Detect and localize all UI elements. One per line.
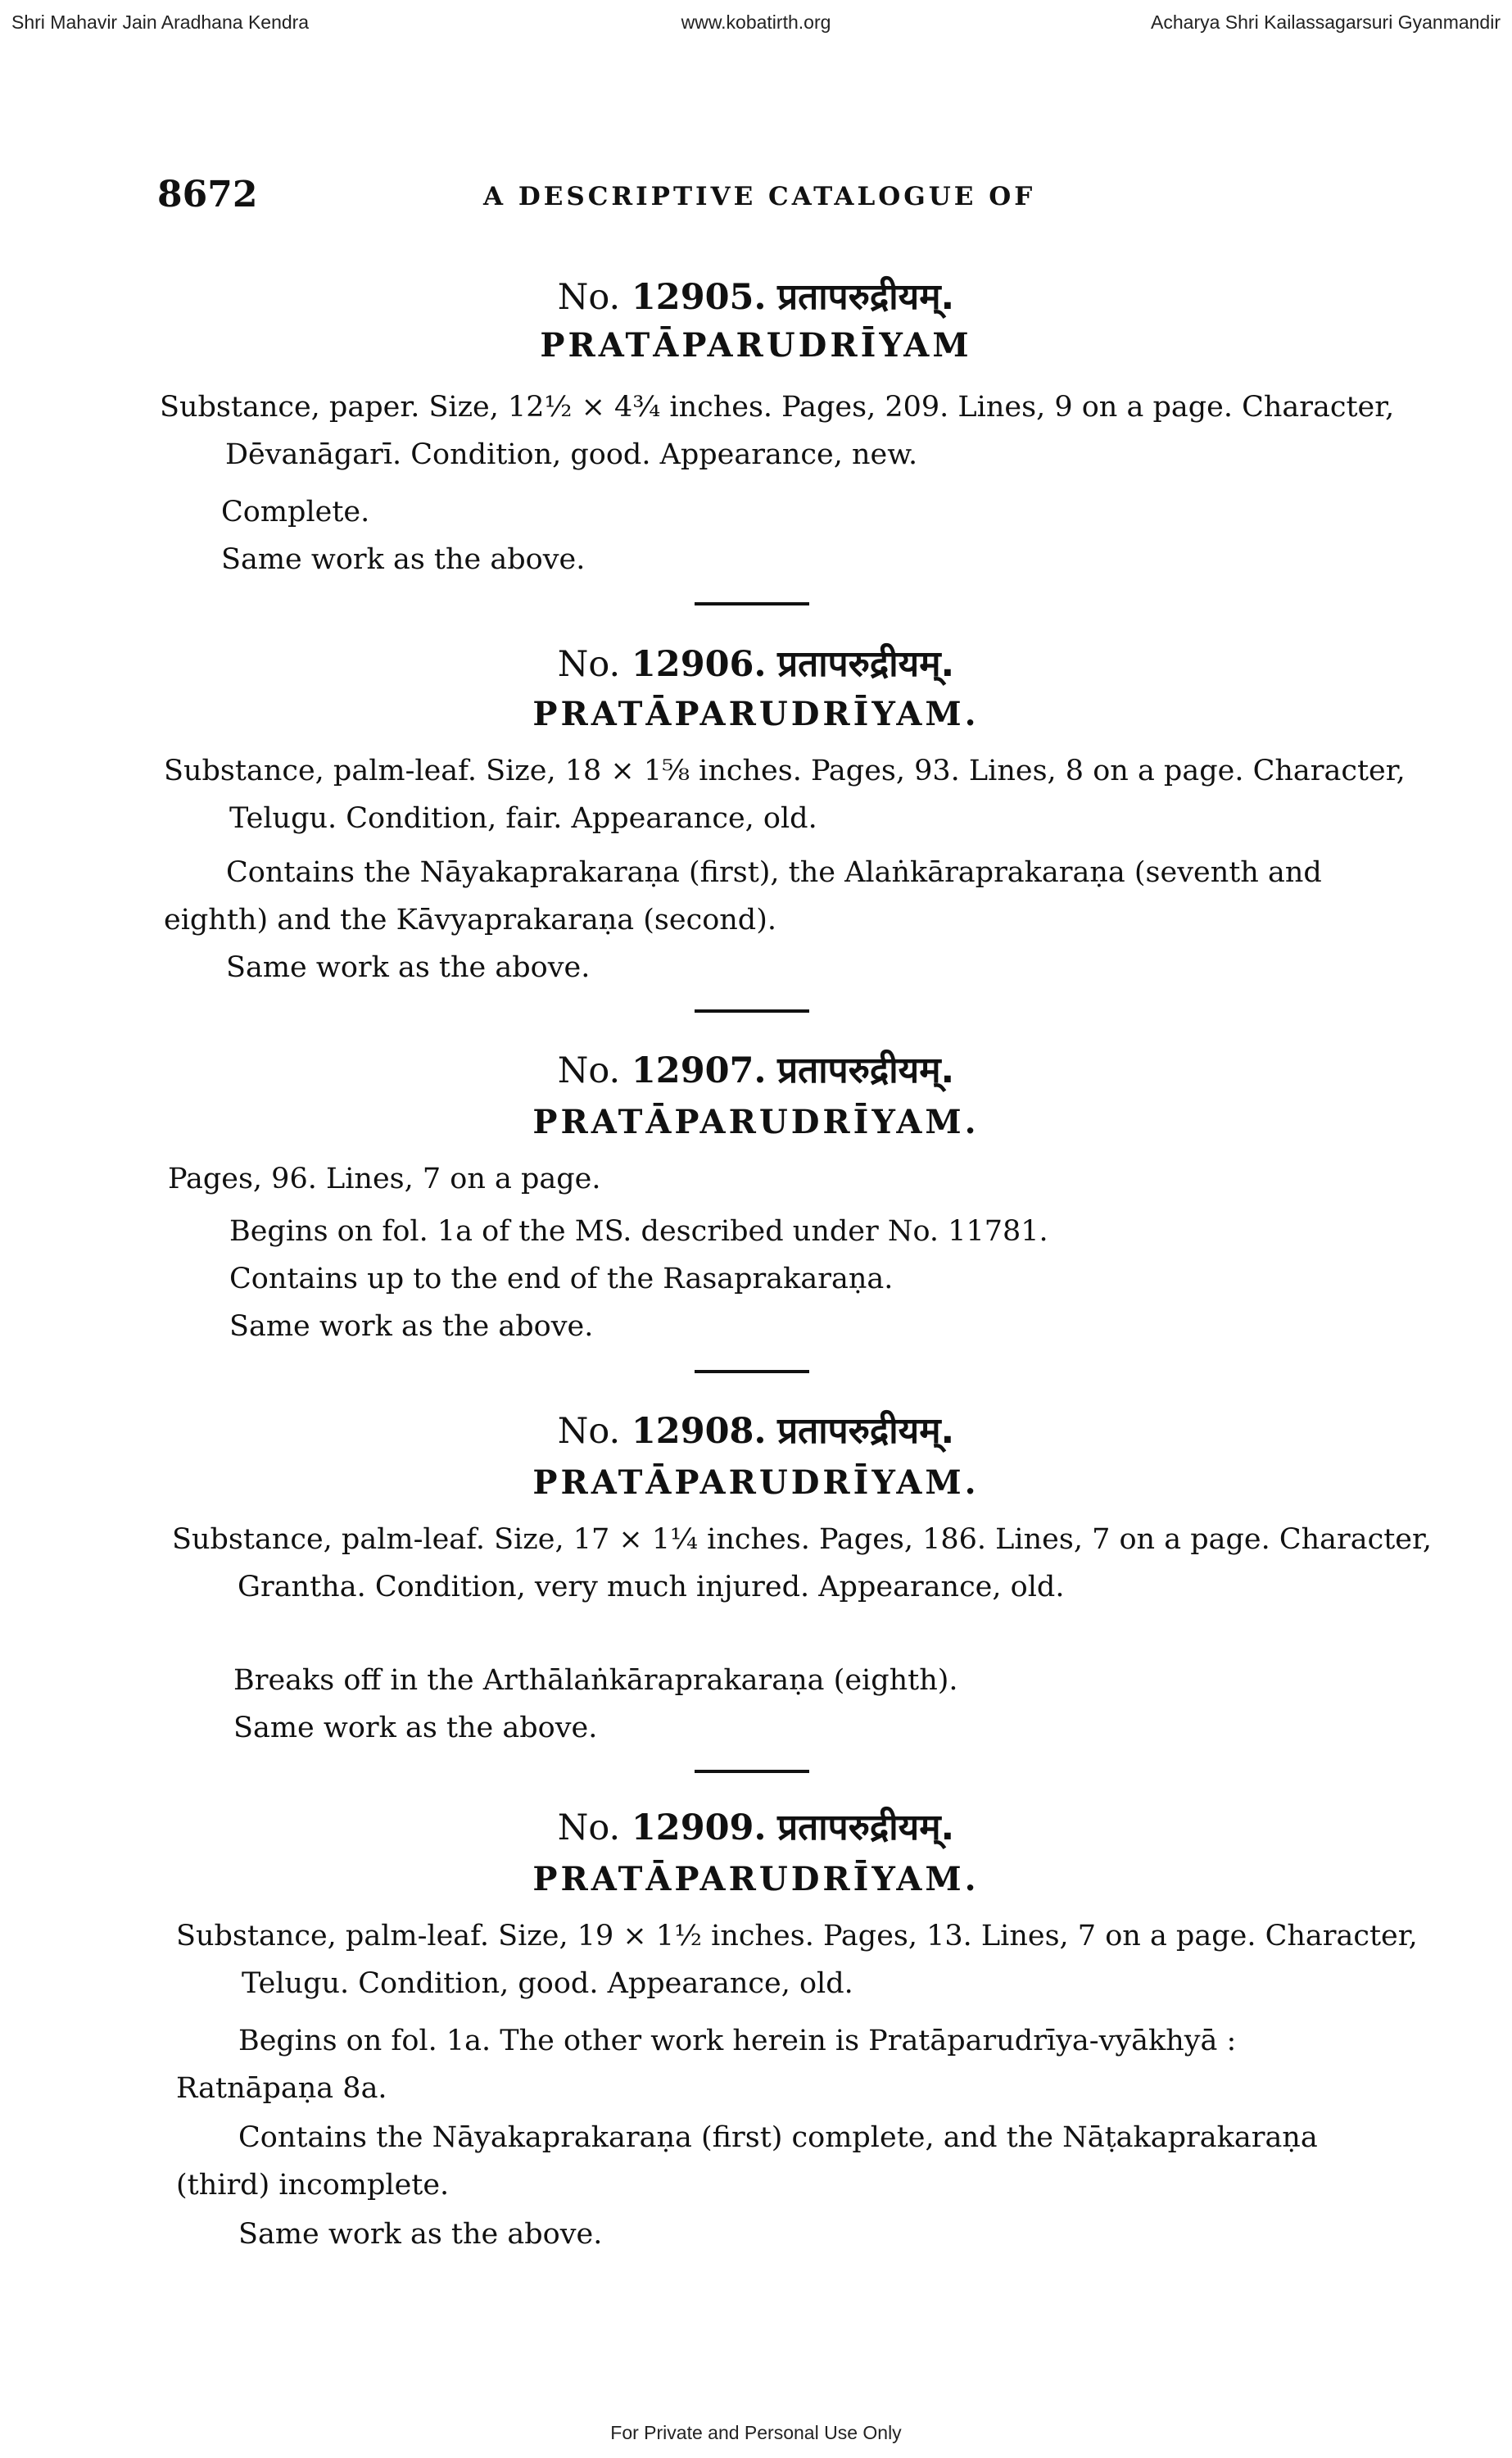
entry-divider [695, 1009, 809, 1013]
entry-title: PRATĀPARUDRĪYAM. [532, 1463, 980, 1502]
entry-note: Begins on fol. 1a. The other work herein is Pratāparudrīya-vyākhyā : Ratnāpaṇa 8a. [176, 2025, 1237, 2105]
entry-divider [695, 1770, 809, 1773]
entry-divider [695, 1370, 809, 1373]
entry-title: PRATĀPARUDRĪYAM. [532, 1103, 980, 1141]
entry-note: Same work as the above. [238, 2218, 603, 2251]
entry-no-label: No. [557, 644, 621, 685]
entry-no-label: No. [557, 1411, 621, 1452]
entry-number: 12908. [631, 1411, 767, 1452]
footer-text: For Private and Personal Use Only [610, 2422, 902, 2443]
entry-title: PRATĀPARUDRĪYAM. [532, 695, 980, 733]
entry-number-line [0, 637, 1512, 687]
entry-note: Same work as the above. [233, 1712, 598, 1744]
entry-description: Substance, palm-leaf. Size, 19 × 1½ inches. Pages, 13. Lines, 7 on a page. Character, Telugu. Condition, good. Appearance, old. [176, 1920, 1418, 2000]
entry-number-line [0, 270, 1512, 320]
entry-description: Substance, palm-leaf. Size, 17 × 1¼ inches. Pages, 186. Lines, 7 on a page. Character, Grantha. Condition, very much injured. Appearance, old. [172, 1523, 1433, 1603]
entry-description: Substance, palm-leaf. Size, 18 × 1⅝ inches. Pages, 93. Lines, 8 on a page. Character, Telugu. Condition, fair. Appearance, old. [164, 755, 1406, 835]
entry-devanagari-title: प्रतापरुद्रीयम्. [777, 1410, 955, 1452]
entry-no-label: No. [557, 1050, 621, 1091]
entry-description: Substance, paper. Size, 12½ × 4¾ inches. Pages, 209. Lines, 9 on a page. Character, Dēvanāgarī. Condition, good. Appearance, new. [160, 391, 1395, 471]
header-right-text: Acharya Shri Kailassagarsuri Gyanmandir [1151, 11, 1501, 33]
entry-note: Begins on fol. 1a of the MS. described under No. 11781. [229, 1215, 1048, 1248]
entry-note: Same work as the above. [221, 543, 586, 576]
entry-description: Pages, 96. Lines, 7 on a page. [168, 1163, 601, 1195]
entry-number: 12905. [631, 277, 767, 318]
header-left-text: Shri Mahavir Jain Aradhana Kendra [11, 11, 310, 33]
entry-note: Breaks off in the Arthālaṅkāraprakaraṇa (eighth). [233, 1664, 958, 1697]
running-title: A DESCRIPTIVE CATALOGUE OF [483, 182, 1036, 211]
entry-note: Contains the Nāyakaprakaraṇa (first) complete, and the Nāṭakaprakaraṇa (third) incomplete. [176, 2121, 1318, 2202]
entry-no-label: No. [557, 277, 621, 318]
entry-title: PRATĀPARUDRĪYAM [540, 326, 972, 365]
entry-number: 12907. [631, 1050, 767, 1091]
entry-devanagari-title: प्रतापरुद्रीयम्. [777, 276, 955, 318]
entry-number-line [0, 1044, 1512, 1093]
entry-title: PRATĀPARUDRĪYAM. [532, 1860, 980, 1898]
entry-number-line [0, 1801, 1512, 1850]
entry-number-line [0, 1404, 1512, 1453]
entry-note: Complete. [221, 496, 370, 528]
entry-number: 12906. [631, 644, 767, 685]
entry-devanagari-title: प्रतापरुद्रीयम्. [777, 1050, 955, 1091]
entry-devanagari-title: प्रतापरुद्रीयम्. [777, 1807, 955, 1848]
page-number: 8672 [157, 174, 258, 215]
entry-devanagari-title: प्रतापरुद्रीयम्. [777, 643, 955, 685]
entry-note: Contains up to the end of the Rasaprakaraṇa. [229, 1263, 894, 1295]
entry-note: Same work as the above. [226, 951, 591, 984]
entry-divider [695, 602, 809, 605]
entry-note: Contains the Nāyakaprakaraṇa (first), the Alaṅkāraprakaraṇa (seventh and eighth) and the Kāvyaprakaraṇa (second). [164, 856, 1322, 936]
header-center-url[interactable]: www.kobatirth.org [681, 11, 831, 33]
entry-number: 12909. [631, 1807, 767, 1848]
entry-no-label: No. [557, 1807, 621, 1848]
entry-note: Same work as the above. [229, 1310, 594, 1343]
